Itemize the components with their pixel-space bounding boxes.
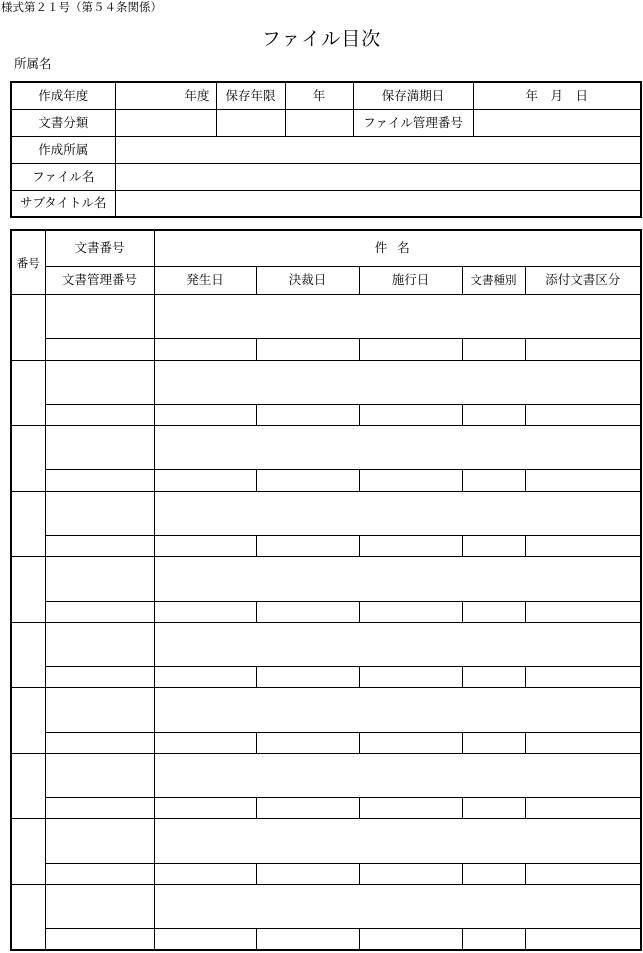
entry-approval-date-cell[interactable] — [256, 339, 359, 360]
subtitle-name-label: サブタイトル名 — [11, 190, 115, 217]
entry-doc-type-cell[interactable] — [462, 535, 525, 556]
entry-subject-cell[interactable] — [154, 295, 641, 339]
entry-attachment-class-cell[interactable] — [525, 470, 641, 491]
doc-category-field-2[interactable] — [216, 109, 285, 136]
entry-doc-number-cell[interactable] — [45, 622, 154, 666]
entry-attachment-class-cell[interactable] — [525, 339, 641, 360]
entry-doc-mgmt-number-cell[interactable] — [45, 667, 154, 688]
entry-doc-type-cell[interactable] — [462, 929, 525, 950]
entry-doc-mgmt-number-cell[interactable] — [45, 404, 154, 425]
entry-subject-cell[interactable] — [154, 426, 641, 470]
entry-issue-date-cell[interactable] — [154, 404, 256, 425]
table-row — [11, 601, 641, 622]
entry-number-cell[interactable] — [11, 426, 45, 492]
entry-approval-date-cell[interactable] — [256, 404, 359, 425]
entry-doc-type-cell[interactable] — [462, 863, 525, 884]
entry-approval-date-cell[interactable] — [256, 667, 359, 688]
table-row — [11, 929, 641, 950]
entry-approval-date-cell[interactable] — [256, 929, 359, 950]
entry-subject-cell[interactable] — [154, 360, 641, 404]
entry-subject-cell[interactable] — [154, 557, 641, 601]
entry-issue-date-cell[interactable] — [154, 667, 256, 688]
table-row — [11, 491, 641, 535]
entry-enforcement-date-cell[interactable] — [359, 470, 462, 491]
table-row — [11, 339, 641, 360]
doc-category-field-3[interactable] — [285, 109, 353, 136]
table-row — [11, 426, 641, 470]
entry-enforcement-date-cell[interactable] — [359, 798, 462, 819]
entry-doc-number-cell[interactable] — [45, 884, 154, 928]
attachment-class-header: 添付文書区分 — [525, 266, 641, 294]
table-row — [11, 863, 641, 884]
table-row — [11, 667, 641, 688]
entry-enforcement-date-cell[interactable] — [359, 732, 462, 753]
entry-attachment-class-cell[interactable] — [525, 667, 641, 688]
entry-enforcement-date-cell[interactable] — [359, 535, 462, 556]
table-row — [11, 360, 641, 404]
entry-enforcement-date-cell[interactable] — [359, 929, 462, 950]
table-row — [11, 470, 641, 491]
entry-doc-mgmt-number-cell[interactable] — [45, 863, 154, 884]
entry-approval-date-cell[interactable] — [256, 535, 359, 556]
file-mgmt-number-field[interactable] — [473, 109, 641, 136]
table-row — [11, 732, 641, 753]
entry-doc-mgmt-number-cell[interactable] — [45, 601, 154, 622]
entry-doc-type-cell[interactable] — [462, 601, 525, 622]
entry-doc-number-cell[interactable] — [45, 688, 154, 732]
entry-doc-mgmt-number-cell[interactable] — [45, 929, 154, 950]
entry-number-cell[interactable] — [11, 622, 45, 688]
table-row — [11, 798, 641, 819]
table-row — [11, 688, 641, 732]
entry-doc-type-cell[interactable] — [462, 404, 525, 425]
entry-number-cell[interactable] — [11, 884, 45, 950]
file-mgmt-number-label: ファイル管理番号 — [353, 109, 473, 136]
created-year-label: 作成年度 — [11, 82, 115, 109]
entry-issue-date-cell[interactable] — [154, 535, 256, 556]
entry-approval-date-cell[interactable] — [256, 601, 359, 622]
entry-enforcement-date-cell[interactable] — [359, 667, 462, 688]
entry-number-cell[interactable] — [11, 753, 45, 819]
entry-enforcement-date-cell[interactable] — [359, 339, 462, 360]
entry-issue-date-cell[interactable] — [154, 601, 256, 622]
form-number: 様式第２１号（第５４条関係） — [1, 0, 162, 14]
table-row — [11, 535, 641, 556]
doc-mgmt-number-header: 文書管理番号 — [45, 266, 154, 294]
entry-subject-cell[interactable] — [154, 622, 641, 666]
entry-subject-cell[interactable] — [154, 819, 641, 863]
table-row — [11, 819, 641, 863]
entry-number-cell[interactable] — [11, 688, 45, 754]
doc-category-label: 文書分類 — [11, 109, 115, 136]
entry-approval-date-cell[interactable] — [256, 798, 359, 819]
department-label: 所属名 — [14, 56, 52, 71]
entry-issue-date-cell[interactable] — [154, 339, 256, 360]
entry-attachment-class-cell[interactable] — [525, 798, 641, 819]
retention-period-label: 保存年限 — [216, 82, 285, 109]
entry-doc-type-cell[interactable] — [462, 667, 525, 688]
subject-header: 件名 — [154, 230, 641, 266]
document-list-table — [10, 229, 642, 951]
entry-doc-type-cell[interactable] — [462, 732, 525, 753]
entry-subject-cell[interactable] — [154, 491, 641, 535]
retention-period-field[interactable]: 年 — [285, 82, 353, 109]
entry-attachment-class-cell[interactable] — [525, 863, 641, 884]
retention-expiry-field[interactable]: 年 月 日 — [473, 82, 641, 109]
entry-issue-date-cell[interactable] — [154, 798, 256, 819]
entry-doc-number-cell[interactable] — [45, 360, 154, 404]
entry-approval-date-cell[interactable] — [256, 863, 359, 884]
entry-issue-date-cell[interactable] — [154, 863, 256, 884]
entry-enforcement-date-cell[interactable] — [359, 404, 462, 425]
entry-issue-date-cell[interactable] — [154, 470, 256, 491]
approval-date-header: 決裁日 — [256, 266, 359, 294]
entry-doc-number-cell[interactable] — [45, 557, 154, 601]
entry-doc-type-cell[interactable] — [462, 798, 525, 819]
entry-doc-number-cell[interactable] — [45, 295, 154, 339]
entry-enforcement-date-cell[interactable] — [359, 863, 462, 884]
entry-number-cell[interactable] — [11, 557, 45, 623]
number-header: 番号 — [11, 230, 45, 295]
table-row — [11, 557, 641, 601]
entry-doc-mgmt-number-cell[interactable] — [45, 732, 154, 753]
table-row — [11, 404, 641, 425]
entry-doc-mgmt-number-cell[interactable] — [45, 339, 154, 360]
entry-attachment-class-cell[interactable] — [525, 535, 641, 556]
entry-attachment-class-cell[interactable] — [525, 732, 641, 753]
table-row — [11, 884, 641, 928]
entry-doc-type-cell[interactable] — [462, 339, 525, 360]
entry-enforcement-date-cell[interactable] — [359, 601, 462, 622]
file-name-label: ファイル名 — [11, 163, 115, 190]
doc-type-header: 文書種別 — [462, 266, 525, 294]
retention-expiry-label: 保存満期日 — [353, 82, 473, 109]
entry-number-cell[interactable] — [11, 819, 45, 885]
entry-number-cell[interactable] — [11, 491, 45, 557]
entry-number-cell[interactable] — [11, 295, 45, 361]
entry-doc-mgmt-number-cell[interactable] — [45, 535, 154, 556]
entry-doc-mgmt-number-cell[interactable] — [45, 798, 154, 819]
entry-attachment-class-cell[interactable] — [525, 929, 641, 950]
entry-issue-date-cell[interactable] — [154, 929, 256, 950]
entry-approval-date-cell[interactable] — [256, 732, 359, 753]
table-row — [11, 295, 641, 339]
entry-number-cell[interactable] — [11, 360, 45, 426]
entry-attachment-class-cell[interactable] — [525, 404, 641, 425]
entry-approval-date-cell[interactable] — [256, 470, 359, 491]
doc-number-header: 文書番号 — [45, 230, 154, 266]
subtitle-name-field[interactable] — [115, 190, 641, 217]
entry-doc-number-cell[interactable] — [45, 819, 154, 863]
doc-category-field-1[interactable] — [115, 109, 216, 136]
entry-issue-date-cell[interactable] — [154, 732, 256, 753]
file-name-field[interactable] — [115, 163, 641, 190]
entry-attachment-class-cell[interactable] — [525, 601, 641, 622]
page-title: ファイル目次 — [261, 28, 382, 50]
created-year-field[interactable]: 年度 — [115, 82, 216, 109]
entry-doc-number-cell[interactable] — [45, 753, 154, 797]
table-row — [11, 622, 641, 666]
entry-doc-number-cell[interactable] — [45, 426, 154, 470]
entry-subject-cell[interactable] — [154, 884, 641, 928]
file-info-table — [10, 81, 642, 218]
entry-doc-mgmt-number-cell[interactable] — [45, 470, 154, 491]
entry-subject-cell[interactable] — [154, 753, 641, 797]
created-by-dept-field[interactable] — [115, 136, 641, 163]
enforcement-date-header: 施行日 — [359, 266, 462, 294]
entry-doc-number-cell[interactable] — [45, 491, 154, 535]
entry-subject-cell[interactable] — [154, 688, 641, 732]
created-by-dept-label: 作成所属 — [11, 136, 115, 163]
table-row — [11, 753, 641, 797]
issue-date-header: 発生日 — [154, 266, 256, 294]
entry-doc-type-cell[interactable] — [462, 470, 525, 491]
